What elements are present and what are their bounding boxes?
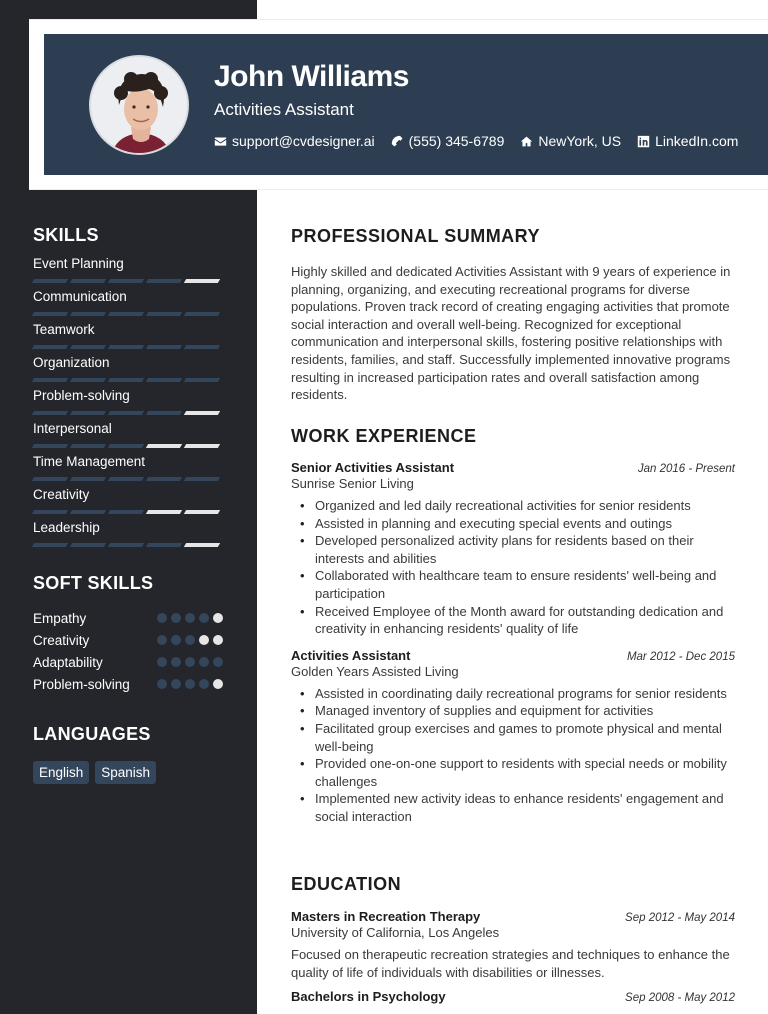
soft-skill-label: Empathy — [33, 610, 87, 626]
job-date: Mar 2012 - Dec 2015 — [626, 650, 735, 663]
jobs-list — [291, 460, 735, 826]
skill-bar-segment — [108, 444, 144, 448]
skill-bar-segment — [146, 477, 182, 481]
skill-item — [33, 520, 223, 547]
rating-dot — [199, 635, 209, 645]
skill-label: Organization — [33, 355, 110, 370]
avatar — [89, 55, 189, 155]
skill-item — [33, 487, 223, 514]
job-bullets — [291, 497, 735, 638]
skill-label: Time Management — [33, 454, 146, 469]
rating-dot — [213, 657, 223, 667]
skill-label: Communication — [33, 289, 127, 304]
skill-item — [33, 388, 223, 415]
summary-heading: PROFESSIONAL SUMMARY — [291, 226, 541, 246]
skill-label: Problem-solving — [33, 388, 130, 403]
skill-bar-segment — [184, 279, 220, 283]
language-tag: English — [33, 761, 89, 784]
skills-list — [33, 256, 223, 547]
soft-skill-label: Problem-solving — [33, 676, 130, 692]
skill-bar-segment — [32, 312, 68, 316]
skill-bar-segment — [184, 312, 220, 316]
education-heading: EDUCATION — [291, 874, 402, 894]
job-bullet: • Provided one-on-one support to residents with special needs or mobility challenges — [291, 755, 735, 790]
skill-label: Leadership — [33, 520, 100, 535]
skill-bar-segment — [146, 543, 182, 547]
skill-level-bar — [33, 345, 223, 349]
education-description: Focused on therapeutic recreation strategies and techniques to enhance the quality of life of individuals with disabilities or illnesses. — [291, 947, 730, 980]
job-title: Senior Activities Assistant — [291, 460, 455, 475]
rating-dot — [157, 613, 167, 623]
skill-bar-segment — [146, 345, 182, 349]
skill-bar-segment — [146, 279, 182, 283]
skill-bar-segment — [184, 378, 220, 382]
job-title: Activities Assistant — [291, 647, 411, 663]
contact-location-text: NewYork, US — [538, 133, 622, 149]
skill-bar-segment — [32, 444, 68, 448]
skill-bar-segment — [70, 345, 106, 349]
experience-section — [291, 426, 735, 826]
skill-level-bar — [33, 312, 223, 316]
contact-phone-text: (555) 345-6789 — [408, 133, 505, 149]
skill-level-bar — [33, 477, 223, 481]
job-bullet: • Collaborated with healthcare team to ensure residents' well-being and participation — [291, 567, 735, 602]
skills-heading: SKILLS — [33, 225, 99, 245]
job-bullet: • Developed personalized activity plans for residents based on their interests and abilities — [291, 532, 735, 567]
skill-item — [33, 256, 223, 283]
contact-linkedin-text: LinkedIn.com — [655, 133, 739, 149]
rating-dot — [185, 679, 195, 689]
skill-bar-segment — [146, 378, 182, 382]
skill-bar-segment — [70, 312, 106, 316]
soft-skill-item — [33, 651, 223, 673]
rating-dot — [199, 613, 209, 623]
soft-skills-section — [33, 573, 223, 695]
soft-skill-item — [33, 629, 223, 651]
summary-section — [291, 226, 735, 404]
languages-heading: LANGUAGES — [33, 724, 151, 744]
skill-bar-segment — [32, 510, 68, 514]
skill-bar-segment — [32, 543, 68, 547]
skill-item — [33, 454, 223, 481]
skills-section — [33, 225, 223, 547]
rating-dot — [157, 657, 167, 667]
soft-skill-label: Creativity — [33, 632, 90, 648]
candidate-name: John Williams — [214, 60, 409, 93]
home-icon — [520, 135, 533, 148]
soft-skill-rating — [157, 679, 223, 689]
skill-bar-segment — [146, 510, 182, 514]
skill-bar-segment — [108, 312, 144, 316]
candidate-title: Activities Assistant — [214, 100, 354, 119]
job-bullet: • Facilitated group exercises and games to promote physical and mental well-being — [291, 720, 735, 755]
skill-bar-segment — [108, 510, 144, 514]
soft-skill-label: Adaptability — [33, 654, 103, 670]
skill-level-bar — [33, 543, 223, 547]
contact-phone[interactable] — [391, 133, 505, 149]
education-degree: Bachelors in Psychology — [291, 989, 446, 1005]
skill-level-bar — [33, 510, 223, 514]
rating-dot — [185, 657, 195, 667]
skill-item — [33, 355, 223, 382]
rating-dot — [171, 613, 181, 623]
skill-item — [33, 322, 223, 349]
skill-bar-segment — [146, 312, 182, 316]
job-bullet: • Managed inventory of supplies and equipment for activities — [291, 702, 735, 720]
skill-bar-segment — [108, 411, 144, 415]
education-degree: Masters in Recreation Therapy — [291, 909, 481, 924]
languages-section — [33, 724, 223, 784]
rating-dot — [157, 635, 167, 645]
skill-bar-segment — [70, 411, 106, 415]
skill-bar-segment — [32, 411, 68, 415]
soft-skill-rating — [157, 657, 223, 667]
job-bullet: • Received Employee of the Month award for outstanding dedication and creativity in enhancing residents' quality of life — [291, 603, 735, 638]
soft-skills-heading: SOFT SKILLS — [33, 573, 154, 593]
experience-heading: WORK EXPERIENCE — [291, 426, 477, 446]
education-date: Sep 2008 - May 2012 — [625, 992, 735, 1005]
rating-dot — [213, 613, 223, 623]
skill-bar-segment — [184, 411, 220, 415]
skill-bar-segment — [184, 510, 220, 514]
education-entry — [291, 909, 735, 981]
skill-bar-segment — [32, 279, 68, 283]
skill-bar-segment — [146, 411, 182, 415]
job-organization: Golden Years Assisted Living — [291, 663, 459, 679]
skill-label: Teamwork — [33, 322, 95, 337]
skill-bar-segment — [146, 444, 182, 448]
summary-text: Highly skilled and dedicated Activities Assistant with 9 years of experience in planning, organizing, and executing recreational programs for diverse populations. Proven track record of creating engaging activities that promote social interaction and overall well-being. Recognized for exceptional communication and interpersonal skills, fostering positive relationships with residents, families, and staff. Successfully implemented innovative programs resulting in increased participation rates and overall satisfaction among residents. — [291, 264, 731, 403]
skill-bar-segment — [108, 543, 144, 547]
rating-dot — [171, 657, 181, 667]
soft-skill-rating — [157, 635, 223, 645]
skill-bar-segment — [32, 378, 68, 382]
skill-bar-segment — [108, 345, 144, 349]
skill-bar-segment — [184, 543, 220, 547]
education-header — [291, 909, 735, 924]
education-date: Sep 2012 - May 2014 — [625, 912, 735, 924]
skill-level-bar — [33, 378, 223, 382]
skill-bar-segment — [108, 378, 144, 382]
rating-dot — [213, 635, 223, 645]
education-school: University of California, Los Angeles — [291, 925, 500, 940]
job-header — [291, 648, 735, 663]
job-date: Jan 2016 - Present — [637, 463, 735, 475]
rating-dot — [185, 613, 195, 623]
skill-level-bar — [33, 411, 223, 415]
rating-dot — [213, 679, 223, 689]
skill-bar-segment — [184, 444, 220, 448]
skill-item — [33, 289, 223, 316]
skill-bar-segment — [184, 345, 220, 349]
skill-bar-segment — [70, 543, 106, 547]
rating-dot — [185, 635, 195, 645]
rating-dot — [199, 679, 209, 689]
language-tag: Spanish — [95, 761, 156, 784]
skill-label: Interpersonal — [33, 421, 112, 436]
contact-email[interactable] — [214, 133, 375, 149]
job-entry — [291, 648, 735, 826]
job-entry — [291, 460, 735, 638]
profile-photo-icon — [91, 57, 189, 155]
phone-icon — [391, 135, 404, 148]
job-organization: Sunrise Senior Living — [291, 476, 414, 491]
skill-bar-segment — [32, 477, 68, 481]
skill-bar-segment — [32, 345, 68, 349]
languages-list — [33, 761, 223, 784]
contact-location — [520, 133, 621, 149]
job-bullets — [291, 685, 735, 826]
rating-dot — [171, 679, 181, 689]
job-bullet: • Organized and led daily recreational activities for senior residents — [291, 497, 735, 515]
skill-bar-segment — [70, 510, 106, 514]
education-list — [291, 909, 735, 1004]
skill-level-bar — [33, 444, 223, 448]
contact-linkedin[interactable] — [637, 133, 738, 149]
skill-bar-segment — [70, 444, 106, 448]
soft-skills-list — [33, 607, 223, 695]
skill-item — [33, 421, 223, 448]
education-entry — [291, 989, 735, 1004]
skill-label: Event Planning — [33, 256, 124, 271]
soft-skill-item — [33, 607, 223, 629]
job-bullet: • Assisted in planning and executing special events and outings — [291, 515, 735, 533]
skill-label: Creativity — [33, 487, 90, 502]
contact-list — [214, 133, 738, 149]
envelope-icon — [214, 135, 227, 148]
education-header — [291, 989, 735, 1004]
skill-bar-segment — [70, 477, 106, 481]
skill-bar-segment — [108, 477, 144, 481]
skill-bar-segment — [108, 279, 144, 283]
education-section — [291, 874, 735, 1004]
job-bullet: • Implemented new activity ideas to enhance residents' engagement and social interaction — [291, 790, 735, 825]
rating-dot — [199, 657, 209, 667]
linkedin-icon — [637, 135, 650, 148]
rating-dot — [171, 635, 181, 645]
skill-bar-segment — [70, 279, 106, 283]
skill-bar-segment — [70, 378, 106, 382]
soft-skill-rating — [157, 613, 223, 623]
skill-bar-segment — [184, 477, 220, 481]
job-header — [291, 460, 735, 475]
job-bullet: • Assisted in coordinating daily recreational programs for senior residents — [291, 685, 735, 703]
soft-skill-item — [33, 673, 223, 695]
rating-dot — [157, 679, 167, 689]
skill-level-bar — [33, 279, 223, 283]
contact-email-text: support@cvdesigner.ai — [232, 133, 375, 149]
